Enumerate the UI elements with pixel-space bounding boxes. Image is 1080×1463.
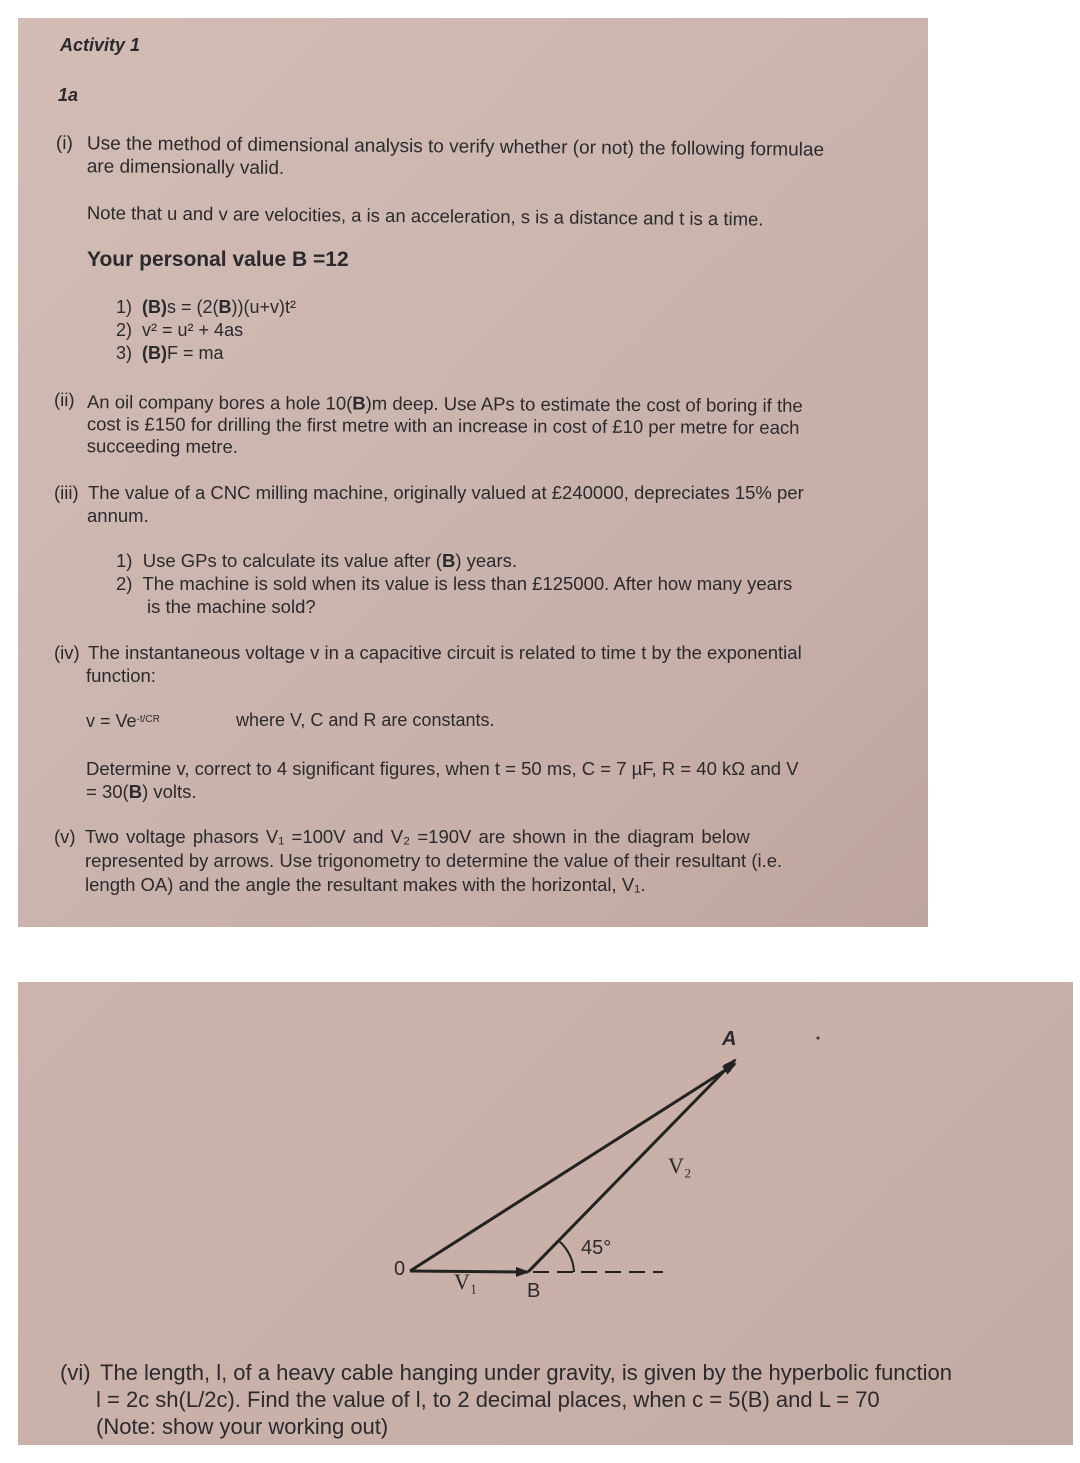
label-v1: V₁: [454, 1269, 478, 1294]
activity-heading: Activity 1: [60, 35, 141, 55]
formula-note: where V, C and R are constants.: [236, 710, 495, 730]
section-label: 1a: [58, 85, 79, 105]
question-number: (iv): [54, 642, 80, 663]
question-text: (Note: show your working out): [96, 1414, 389, 1439]
phasor-v2-arrow: [528, 1060, 735, 1272]
label-point-a: A: [722, 1028, 737, 1050]
question-text: The length, l, of a heavy cable hanging under gravity, is given by the hyperbolic function: [100, 1360, 953, 1385]
question-text: Two voltage phasors V₁ =100V and V₂ =190V are shown in the diagram below: [85, 826, 750, 847]
question-text: l = 2c sh(L/2c). Find the value of l, to 2 decimal places, when c = 5(B) and L = 70: [96, 1387, 880, 1412]
question-text: are dimensionally valid.: [86, 156, 285, 179]
question-text: = 30(B) volts.: [86, 781, 197, 802]
sub-question: 2) The machine is sold when its value is less than £125000. After how many years: [116, 573, 793, 594]
label-angle-45: 45°: [581, 1237, 612, 1259]
sub-question-text: is the machine sold?: [147, 596, 316, 617]
question-number: (v): [54, 826, 76, 847]
formula-item: 1) (B)s = (2(B))(u+v)t²: [116, 297, 297, 317]
question-text: The instantaneous voltage v in a capacitive circuit is related to time t by the exponential: [88, 642, 802, 663]
question-number: (vi): [60, 1360, 91, 1385]
question-number: (i): [55, 132, 73, 155]
question-text: succeeding metre.: [86, 435, 238, 457]
question-number: (iii): [54, 482, 79, 503]
worksheet-page-1: [18, 18, 928, 927]
label-v2: V₂: [668, 1153, 692, 1178]
question-text: represented by arrows. Use trigonometry to determine the value of their resultant (i.e.: [85, 850, 783, 871]
formula-item: 2) v² = u² + 4as: [116, 320, 244, 340]
worksheet-page-2: [18, 982, 1073, 1445]
voltage-formula: $v = Ve^{-t/CR}$: [86, 711, 160, 731]
personal-value: Your personal value B =12: [87, 248, 349, 271]
question-number: (ii): [53, 388, 75, 411]
sub-question: 1) Use GPs to calculate its value after (B) years.: [116, 550, 518, 571]
question-text: length OA) and the angle the resultant makes with the horizontal, V₁.: [85, 874, 646, 895]
question-text: function:: [86, 665, 156, 686]
question-text: annum.: [87, 505, 149, 526]
variables-note: Note that u and v are velocities, a is an acceleration, s is a distance and t is a time.: [86, 201, 764, 230]
label-point-b: B: [527, 1280, 541, 1302]
label-origin-o: 0: [394, 1258, 406, 1280]
question-text: Determine v, correct to 4 significant figures, when t = 50 ms, C = 7 µF, R = 40 kΩ and V: [86, 758, 799, 779]
question-text: An oil company bores a hole 10(B)m deep. Use APs to estimate the cost of boring if the: [86, 391, 803, 416]
formula-item: 3) (B)F = ma: [116, 343, 224, 363]
angle-arc: [559, 1241, 574, 1272]
question-text: Use the method of dimensional analysis to verify whether (or not) the following formulae: [86, 133, 825, 161]
question-text: The value of a CNC milling machine, originally valued at £240000, depreciates 15% per: [88, 482, 804, 503]
question-text: cost is £150 for drilling the first metre with an increase in cost of £10 per metre for each: [86, 413, 800, 438]
